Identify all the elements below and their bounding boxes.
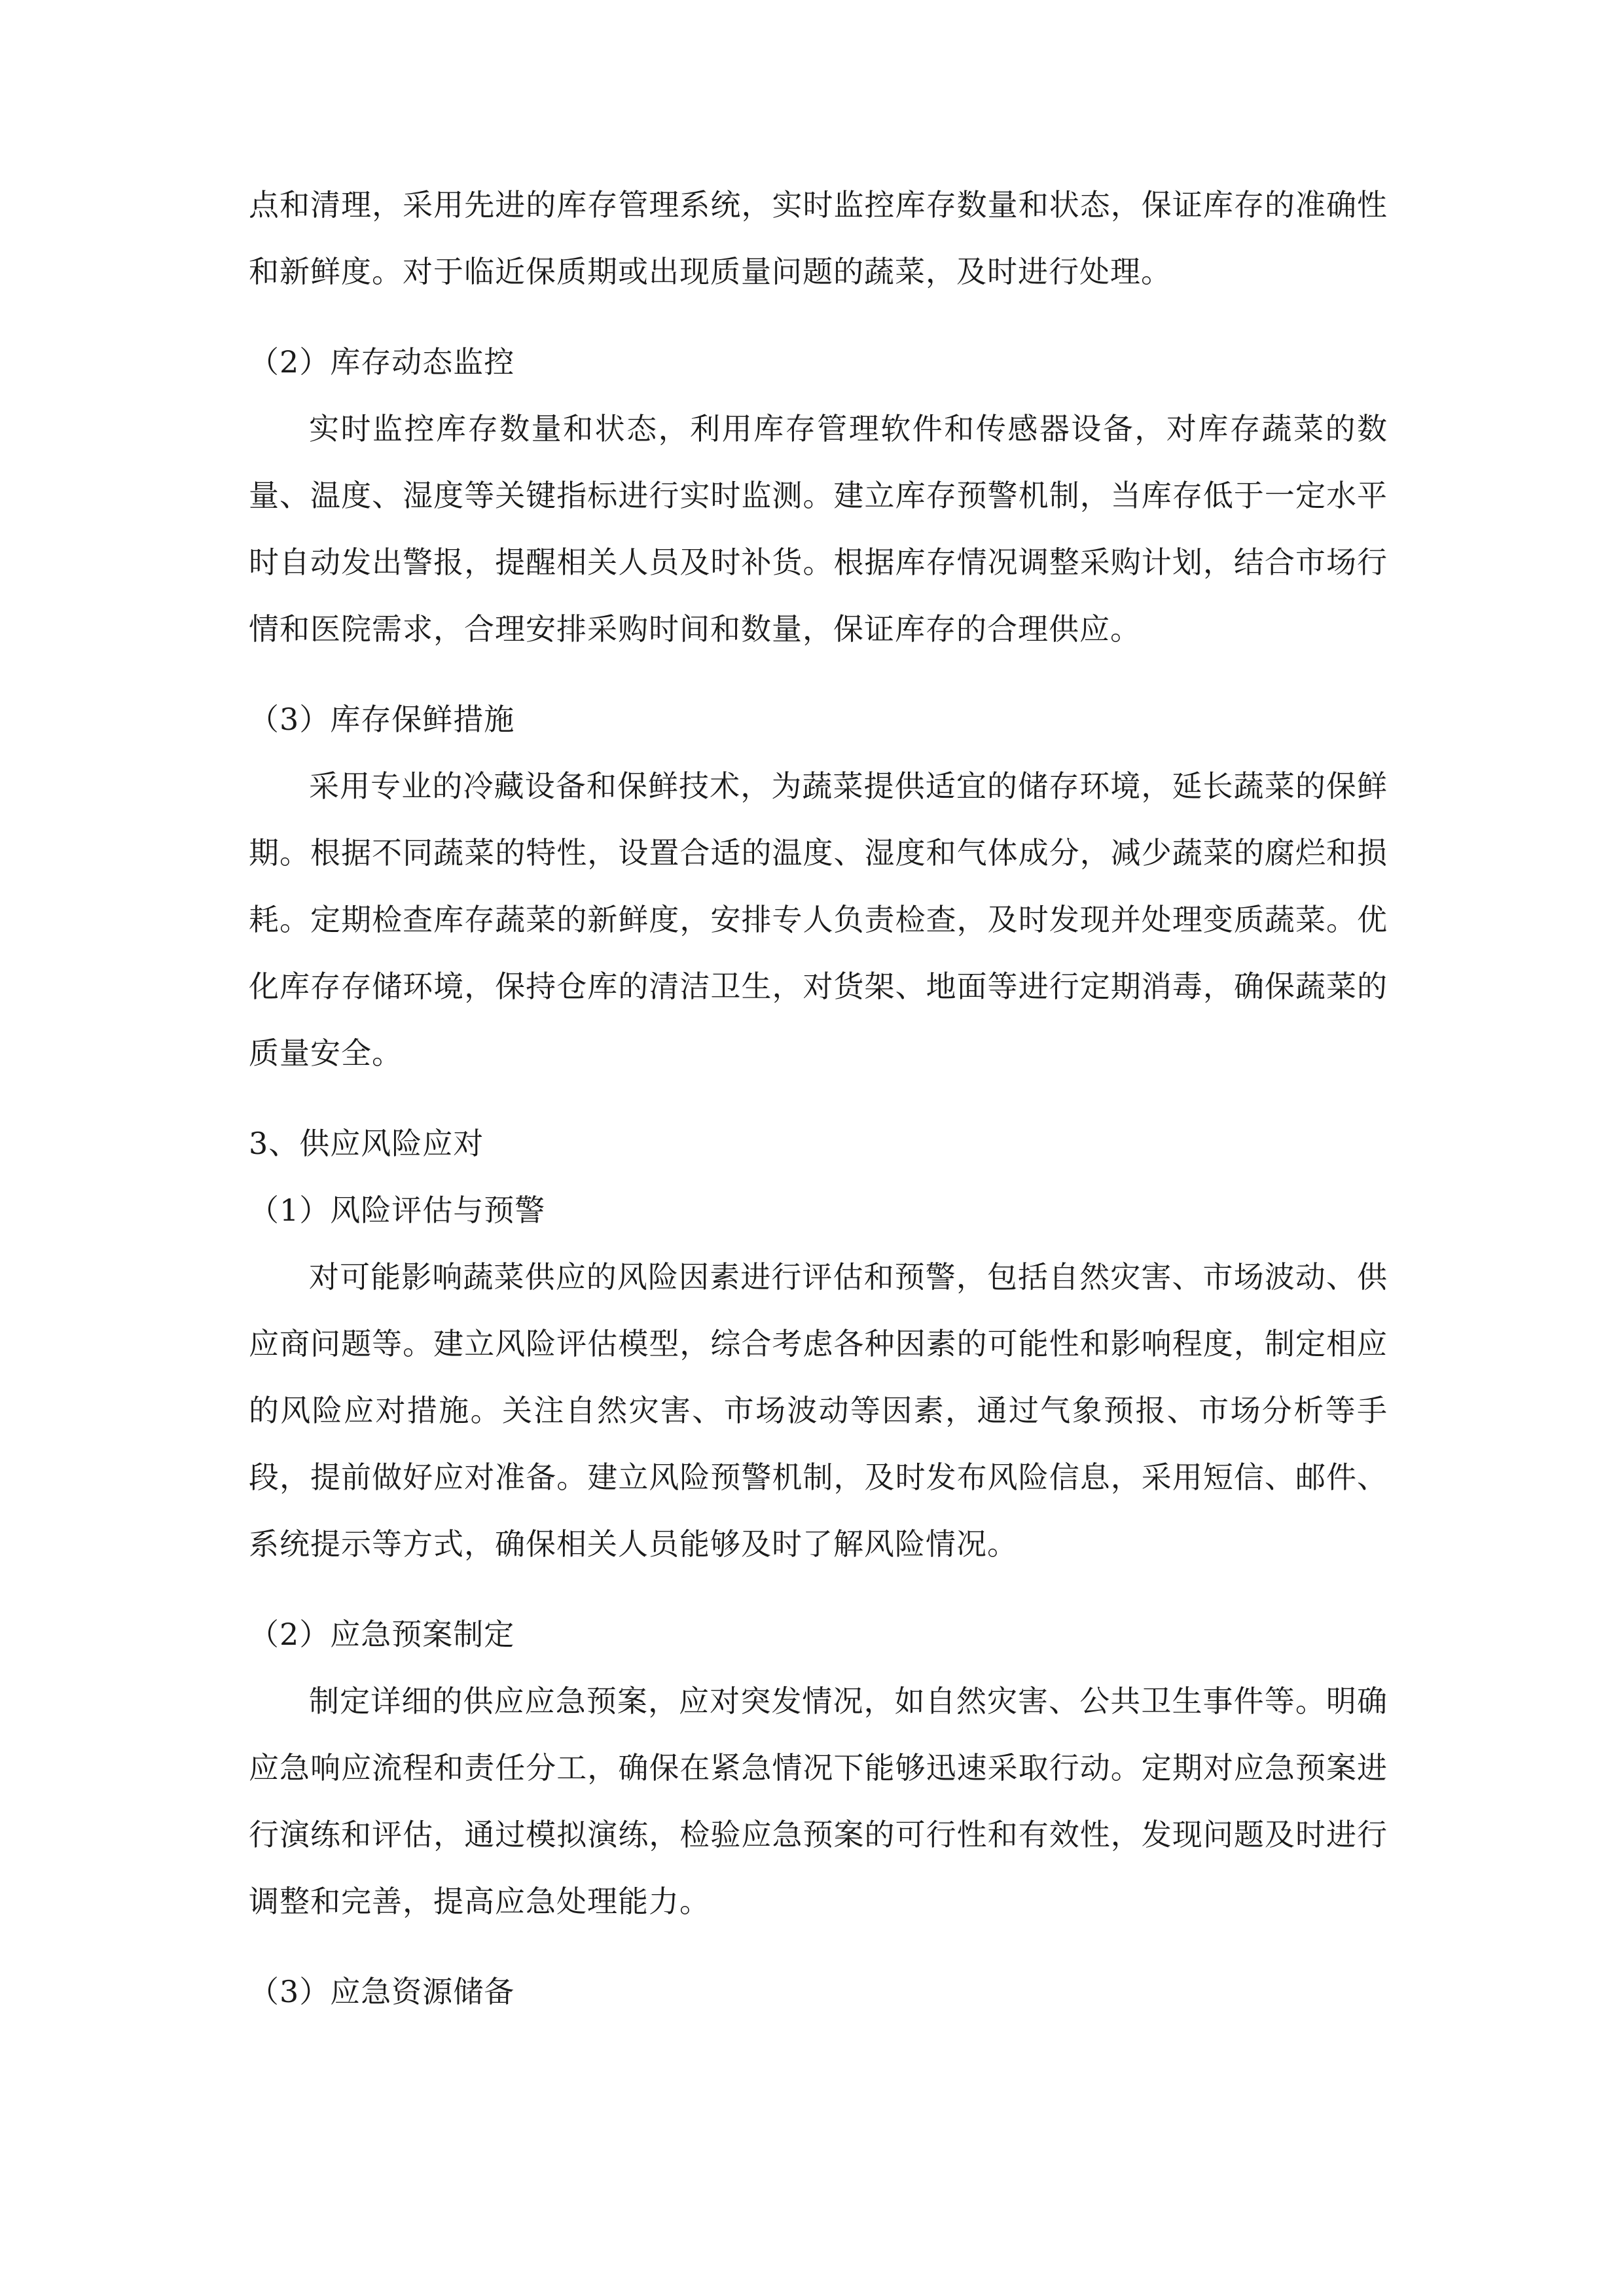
section-heading-supply-risk: 3、供应风险应对	[249, 1126, 484, 1161]
paragraph-inventory-monitoring: 实时监控库存数量和状态，利用库存管理软件和传感器设备，对库存蔬菜的数量、温度、湿度等关键指标进行实时监测。建立库存预警机制，当库存低于一定水平时自动发出警报，提醒相关人员及时补货。根据库存情况调整采购计划，结合市场行情和医院需求，合理安排采购时间和数量，保证库存的合理供应。	[249, 411, 1388, 647]
paragraph-inventory-preservation: 采用专业的冷藏设备和保鲜技术，为蔬菜提供适宜的储存环境，延长蔬菜的保鲜期。根据不同蔬菜的特性，设置合适的温度、湿度和气体成分，减少蔬菜的腐烂和损耗。定期检查库存蔬菜的新鲜度，安排专人负责检查，及时发现并处理变质蔬菜。优化库存存储环境，保持仓库的清洁卫生，对货架、地面等进行定期消毒，确保蔬菜的质量安全。	[249, 768, 1388, 1071]
heading-inventory-monitoring: （2）库存动态监控	[249, 344, 515, 380]
paragraph-risk-assessment: 对可能影响蔬菜供应的风险因素进行评估和预警，包括自然灾害、市场波动、供应商问题等。建立风险评估模型，综合考虑各种因素的可能性和影响程度，制定相应的风险应对措施。关注自然灾害、市场波动等因素，通过气象预报、市场分析等手段，提前做好应对准备。建立风险预警机制，及时发布风险信息，采用短信、邮件、系统提示等方式，确保相关人员能够及时了解风险情况。	[249, 1259, 1388, 1562]
heading-emergency-resources: （3）应急资源储备	[249, 1974, 515, 2009]
heading-risk-assessment: （1）风险评估与预警	[249, 1193, 546, 1228]
heading-inventory-preservation: （3）库存保鲜措施	[249, 702, 515, 737]
paragraph-inventory-cleanup: 点和清理，采用先进的库存管理系统，实时监控库存数量和状态，保证库存的准确性和新鲜度。对于临近保质期或出现质量问题的蔬菜，及时进行处理。	[249, 187, 1388, 289]
heading-emergency-plan: （2）应急预案制定	[249, 1617, 515, 1652]
paragraph-emergency-plan: 制定详细的供应应急预案，应对突发情况，如自然灾害、公共卫生事件等。明确应急响应流程和责任分工，确保在紧急情况下能够迅速采取行动。定期对应急预案进行演练和评估，通过模拟演练，检验应急预案的可行性和有效性，发现问题及时进行调整和完善，提高应急处理能力。	[249, 1683, 1388, 1919]
document-body	[249, 171, 1388, 2025]
